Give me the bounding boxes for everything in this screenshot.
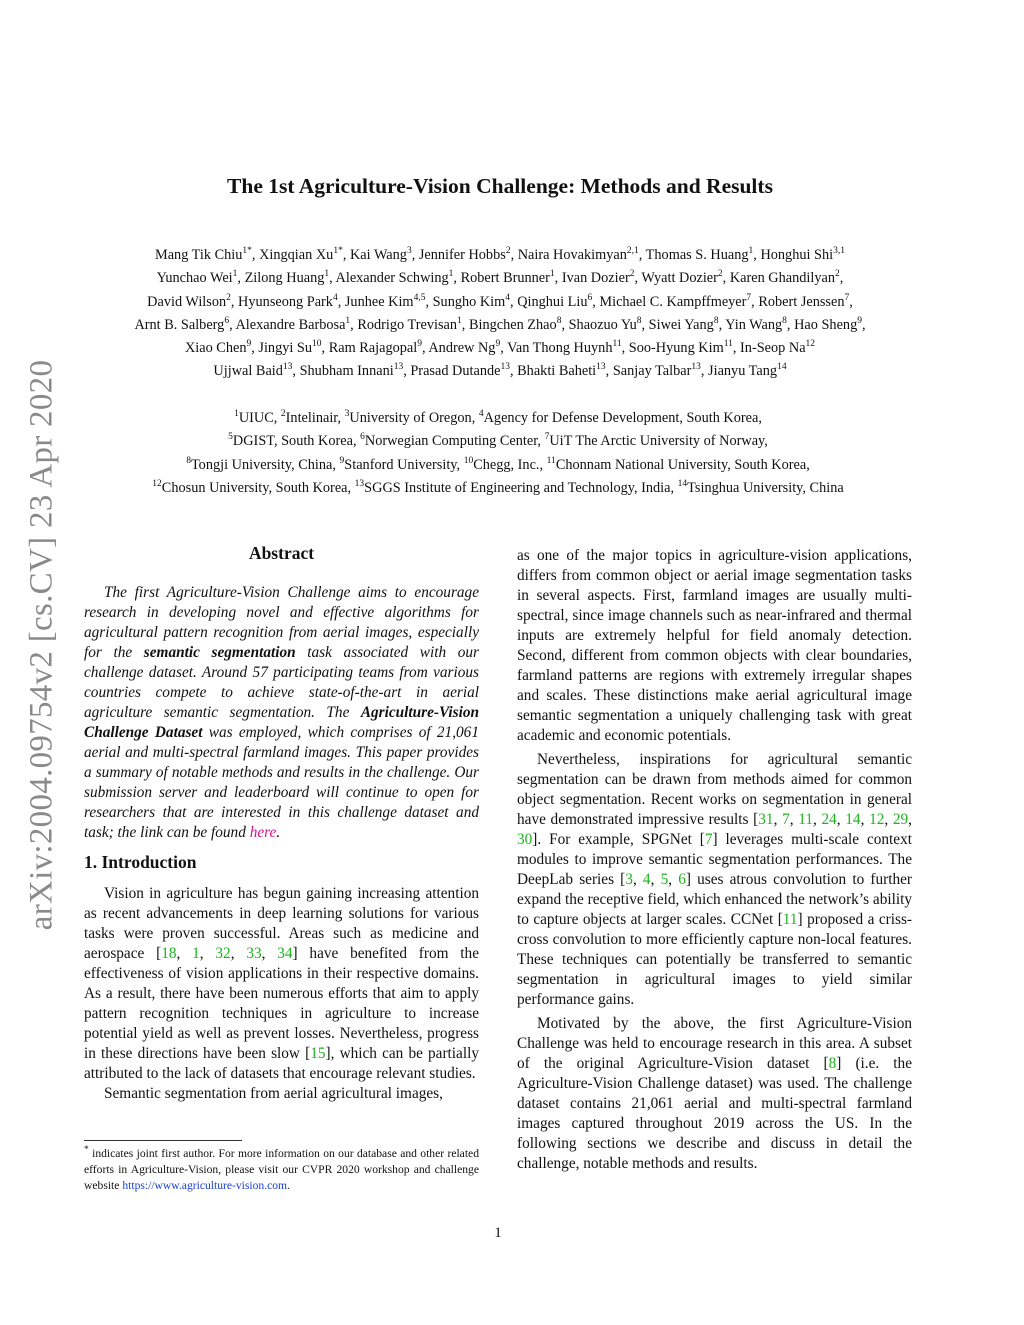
author-name: In-Seop Na: [740, 340, 806, 357]
author-name: Jianyu Tang: [708, 363, 778, 380]
affiliation-name: Norwegian Computing Center: [364, 433, 538, 450]
citation-link[interactable]: 7: [704, 831, 713, 848]
author-name: Andrew Ng: [428, 340, 496, 357]
author-name: Yunchao Wei: [156, 270, 233, 287]
author: [258, 340, 321, 356]
author: [794, 317, 862, 333]
citation-link[interactable]: 7: [782, 811, 790, 828]
author-affiliation-mark: 10: [312, 339, 322, 350]
author-affiliation-mark: 7: [844, 292, 850, 303]
author-affiliation-mark: 1: [448, 269, 454, 280]
citation-link[interactable]: 30: [517, 831, 533, 848]
author-affiliation-mark: 13: [500, 362, 510, 373]
author-affiliation-mark: 3,1: [833, 246, 845, 256]
author-affiliation-mark: 11: [723, 339, 733, 350]
author-name: Thomas S. Huang: [645, 247, 749, 263]
footnote: * indicates joint first author. For more information on our database and other related efforts in Agriculture-Vision, please visit our CVPR 2020 workshop and challenge website https://www.agriculture-vision.com.: [84, 1140, 479, 1194]
author-line: Mang Tik Chiu$^{1*}$, Xingqian $Xu^{1*}$, Kai Wang$^3$, Jennifer Hobbs$^2$, Naira Hovakimyan$^{2,1}$, Thomas S. Huang$^1$, Honghui Shi$^{3,1}$: [155, 246, 845, 263]
author-name: Xingqian Xu: [259, 247, 334, 263]
affiliation-line: $^5$DGIST, South Korea, $^6$Norwegian Computing Center, $^7$UiT The Arctic University of Norway,: [228, 432, 768, 450]
affiliation-list: [0, 407, 996, 500]
author: [649, 317, 719, 333]
author: [147, 294, 231, 310]
author-affiliation-mark: 9: [246, 339, 252, 350]
author-affiliation-mark: 1: [324, 269, 330, 280]
author-name: Soo-Hyung Kim: [628, 340, 724, 357]
author-name: Yin Wang: [725, 316, 783, 333]
author-name: Xiao Chen: [184, 340, 247, 357]
author-name: Wyatt Dozier: [641, 270, 718, 287]
citation-link[interactable]: 24: [821, 811, 837, 828]
affiliation-name: UiT The Arctic University of Norway: [549, 433, 765, 450]
author-affiliation-mark: 4,5: [413, 292, 426, 303]
author-affiliation-mark: 1*: [242, 246, 252, 256]
affiliation-name: Chegg, Inc.: [473, 456, 540, 473]
author: [134, 317, 229, 333]
author: [336, 270, 454, 286]
author: [350, 247, 412, 263]
citation-link[interactable]: 18: [161, 945, 177, 962]
citation-link[interactable]: 32: [215, 945, 231, 962]
author-name: Van Thong Huynh: [507, 340, 613, 357]
introduction-heading: 1. Introduction: [84, 852, 197, 872]
bold-term: Agriculture-Vision Challenge Dataset: [84, 704, 479, 741]
affiliation-number: 9: [339, 455, 345, 466]
author: [740, 340, 815, 356]
affiliation-number: 12: [152, 478, 162, 489]
author-affiliation-mark: 6: [224, 315, 230, 326]
bold-term: semantic segmentation: [143, 644, 296, 661]
author: [213, 363, 292, 379]
author-name: Zilong Huang: [244, 270, 325, 287]
author: [185, 340, 251, 356]
author-name: Karen Ghandilyan: [729, 270, 836, 287]
author-affiliation-mark: 14: [777, 362, 787, 373]
author: [245, 270, 330, 286]
author: [599, 294, 751, 310]
author-name: Robert Jenssen: [758, 293, 845, 310]
author-affiliation-mark: 4: [332, 292, 338, 303]
author-affiliation-mark: 2: [835, 269, 840, 280]
abstract-heading: Abstract: [248, 543, 315, 563]
citation-link[interactable]: 8: [828, 1055, 837, 1072]
affiliation-name: Intelinair: [285, 410, 338, 426]
affiliation-line: $^1$UIUC, $^2$Intelinair, $^3$University of Oregon, $^4$Agency for Defense Development, South Korea,: [234, 409, 762, 426]
author-name: Robert Brunner: [460, 270, 550, 287]
author-name: Sungho Kim: [432, 293, 506, 310]
author-name: Kai Wang: [349, 247, 407, 263]
author-affiliation-mark: 1: [457, 315, 462, 326]
author-affiliation-mark: 4: [505, 292, 511, 303]
author-affiliation-mark: 2,1: [626, 246, 639, 256]
author-name: Jingyi Su: [258, 340, 313, 357]
author: [235, 317, 350, 333]
author: [259, 247, 343, 263]
author-affiliation-mark: 3: [406, 246, 412, 256]
citation-link[interactable]: 5: [660, 871, 669, 888]
author-affiliation-mark: 1: [748, 246, 754, 256]
author: [155, 247, 252, 263]
citation-link[interactable]: 15: [310, 1045, 326, 1062]
author: [562, 270, 635, 286]
affiliation-number: 7: [544, 432, 550, 443]
citation-link[interactable]: 34: [277, 945, 293, 962]
author: [157, 270, 238, 286]
author: [725, 317, 787, 333]
footnote-rule: [84, 1140, 242, 1141]
author-name: Sanjay Talbar: [612, 363, 692, 380]
author-line: Xiao Chen$^9$, Jingyi Su$^{10}$, Ram Rajagopal$^9$, Andrew Ng$^9$, Van Thong Huynh$^{11}$, Soo-Hyung Kim$^{11}$, In-Seop Na$^{12}$: [184, 339, 816, 357]
author: [461, 270, 555, 286]
affiliation-name: Chosun University, South Korea: [161, 479, 348, 496]
author-name: Qinghui Liu: [517, 293, 588, 310]
citation-link[interactable]: 14: [845, 811, 861, 828]
author-name: Ujjwal Baid: [213, 363, 283, 380]
paragraph: Vision in agriculture has begun gaining increasing attention as recent advancements in deep learning solutions for various tasks were proven successful. Areas such as medicine and aerospace [18, 1, 32, 33, 34] have benefited from the effectiveness of vision applications in their respective domains. As a result, there have been numerous efforts that aim to apply pattern recognition techniques in agriculture to increase potential yield as well as prevent losses. Nevertheless, progress in these directions have been slow [15], which can be partially attributed to the lack of datasets that encourage relevant studies.: [84, 885, 479, 1082]
author: [730, 270, 840, 286]
citation-link[interactable]: 3: [625, 871, 633, 888]
author-affiliation-mark: 1: [232, 269, 238, 280]
author: [329, 340, 422, 356]
paragraph: Motivated by the above, the first Agriculture-Vision Challenge was held to encourage research in this area. A subset of the original Agriculture-Vision dataset [8] (i.e. the Agriculture-Vision Challenge dataset) was used. The challenge dataset contains 21,061 aerial and multi-spectral farmland images captured throughout 2019 across the US. In the following sections we describe and discuss in detail the challenge, notable methods and results.: [517, 1015, 912, 1172]
affiliation-name: UIUC: [238, 410, 274, 426]
author: [428, 340, 500, 356]
author-list: [0, 244, 1000, 384]
affiliation-line: $^8$Tongji University, China, $^9$Stanford University, $^{10}$Chegg, Inc., $^{11}$Chonnam National University, South Korea,: [186, 455, 810, 473]
author-name: Shaozuo Yu: [568, 316, 637, 333]
author-name: Junhee Kim: [344, 293, 414, 310]
affiliation-name: Stanford University: [344, 456, 457, 473]
affiliation-name: University of Oregon: [349, 410, 472, 426]
citation-link[interactable]: 31: [758, 811, 774, 828]
arxiv-identifier: arXiv:2004.09754v2 [cs.CV] 23 Apr 2020: [23, 359, 60, 931]
citation-link[interactable]: 4: [642, 871, 651, 888]
paragraph: Semantic segmentation from aerial agricultural images,: [104, 1085, 443, 1102]
author-line: David Wilson$^2$, Hyunseong Park$^4$, Junhee Kim$^{4,5}$, Sungho Kim$^4$, Qinghui Liu$^6$, Michael C. Kampffmeyer$^7$, Robert Jenssen$^7$,: [147, 292, 853, 310]
author-affiliation-mark: 9: [417, 339, 422, 350]
author-name: Rodrigo Trevisan: [357, 316, 458, 333]
paper-title: The 1st Agriculture-Vision Challenge: Methods and Results: [227, 174, 773, 198]
author-affiliation-mark: 13: [691, 362, 701, 373]
here-link[interactable]: here: [249, 824, 277, 841]
author-affiliation-mark: 1: [549, 269, 555, 280]
author: [469, 317, 562, 333]
citation-link[interactable]: 12: [869, 811, 885, 828]
author-affiliation-mark: 2: [226, 292, 231, 303]
author: [629, 340, 733, 356]
affiliation-number: 14: [677, 478, 688, 489]
author-affiliation-mark: 6: [587, 292, 593, 303]
citation-link[interactable]: 33: [246, 945, 262, 962]
author-affiliation-mark: 2: [717, 269, 723, 280]
author-affiliation-mark: 12: [805, 339, 816, 350]
author: [345, 294, 426, 310]
affiliation-number: 13: [354, 478, 365, 489]
author-affiliation-mark: 13: [282, 362, 293, 373]
author: [613, 363, 701, 379]
author-name: Jennifer Hobbs: [418, 247, 506, 263]
author-line: Arnt B. Salberg$^6$, Alexandre Barbosa$^1$, Rodrigo Trevisan$^1$, Bingchen Zhao$^8$, Shaozuo Yu$^8$, Siwei Yang$^8$, Yin Wang$^8$, Hao Sheng$^9$,: [134, 315, 866, 333]
author: [758, 294, 849, 310]
affiliation-number: 2: [280, 409, 286, 419]
affiliation-number: 1: [234, 409, 239, 419]
page-number: 1: [494, 1225, 502, 1241]
author-name: Ram Rajagopal: [328, 340, 418, 357]
right-column: [517, 546, 912, 1174]
citation-link[interactable]: 11: [782, 911, 798, 928]
author-affiliation-mark: 13: [393, 362, 404, 373]
author-name: Mang Tik Chiu: [155, 247, 243, 263]
affiliation-number: 8: [186, 455, 191, 466]
author: [517, 363, 606, 379]
author: [410, 363, 510, 379]
author-affiliation-mark: 2: [629, 269, 635, 280]
author-name: Naira Hovakimyan: [517, 247, 627, 263]
author-name: Alexander Schwing: [335, 270, 449, 287]
affiliation-number: 10: [463, 455, 474, 466]
author: [507, 340, 622, 356]
affiliation-name: Tongji University, China: [190, 456, 333, 473]
author: [357, 317, 461, 333]
author-name: Bingchen Zhao: [468, 316, 557, 333]
author: [419, 247, 511, 263]
author-affiliation-mark: 9: [495, 339, 501, 350]
affiliation-name: Chonnam National University, South Korea: [555, 456, 807, 473]
author: [300, 363, 404, 379]
author-affiliation-mark: 7: [746, 292, 752, 303]
author-affiliation-mark: 11: [612, 339, 622, 350]
author-name: Bhakti Baheti: [517, 363, 597, 380]
author: [760, 247, 845, 263]
author-affiliation-mark: 9: [857, 315, 862, 326]
author-name: Alexandre Barbosa: [235, 316, 346, 333]
author-name: Shubham Innani: [299, 363, 394, 380]
affiliation-number: 4: [478, 409, 484, 419]
affiliation-number: 5: [228, 432, 233, 443]
affiliation-name: SGGS Institute of Engineering and Technology, India: [364, 479, 671, 496]
author-name: Hyunseong Park: [238, 293, 333, 310]
introduction-body: [84, 884, 479, 1104]
author-name: Honghui Shi: [760, 247, 834, 263]
abstract-text: The first Agriculture-Vision Challenge aims to encourage research in developing novel and effective algorithms for agricultural pattern recognition from aerial images, especially for the semantic segmentation task associated with our challenge dataset. Around 57 participating teams from various countries compete to achieve state-of-the-art in aerial agriculture semantic segmentation. The Agriculture-Vision Challenge Dataset was employed, which comprises of 21,061 aerial and multi-spectral farmland images. This paper provides a summary of notable methods and results in the challenge. Our submission server and leaderboard will continue to open for researchers that are interested in this challenge dataset and task; the link can be found here.: [84, 584, 479, 841]
website-link[interactable]: https://www.agriculture-vision.com: [122, 1179, 288, 1192]
author-affiliation-mark: 8: [782, 315, 787, 326]
author-affiliation-mark: 13: [596, 362, 606, 373]
affiliation-name: Agency for Defense Development, South Korea: [483, 410, 759, 426]
citation-link[interactable]: 6: [678, 871, 686, 888]
author-name: Prasad Dutande: [410, 363, 501, 380]
author: [569, 317, 642, 333]
author-affiliation-mark: 8: [556, 315, 562, 326]
author-name: Arnt B. Salberg: [134, 316, 225, 333]
left-column: [84, 543, 479, 1104]
affiliation-number: 6: [360, 432, 365, 443]
author-name: Siwei Yang: [648, 316, 714, 333]
author: [517, 294, 592, 310]
author-line: Ujjwal Baid$^{13}$, Shubham Innani$^{13}$, Prasad Dutande$^{13}$, Bhakti Baheti$^{13}$, Sanjay Talbar$^{13}$, Jianyu Tang$^{14}$: [213, 362, 787, 380]
affiliation-number: 11: [546, 455, 556, 466]
author-name: Hao Sheng: [794, 316, 858, 333]
author-affiliation-mark: 8: [713, 315, 719, 326]
author-line: Yunchao Wei$^1$, Zilong Huang$^1$, Alexander Schwing$^1$, Robert Brunner$^1$, Ivan Dozier$^2$, Wyatt Dozier$^2$, Karen Ghandilyan$^2$,: [156, 269, 844, 287]
author-name: David Wilson: [147, 293, 227, 310]
affiliation-line: $^{12}$Chosun University, South Korea, $^{13}$SGGS Institute of Engineering and Technology, India, $^{14}$Tsinghua University, China: [152, 478, 844, 496]
paragraph: Nevertheless, inspirations for agricultural semantic segmentation can be drawn from methods aimed for common object segmentation. Recent works on segmentation in general have demonstrated impressive results [31, 7, 11, 24, 14, 12, 29, 30]. For example, SPGNet [7] leverages multi-scale context modules to improve semantic segmentation performances. The DeepLab series [3, 4, 5, 6] uses atrous convolution to further expand the receptive field, which enhanced the network’s ability to capture objects at larger scales. CCNet [11] proposed a criss-cross convolution to more efficiently capture non-local features. These techniques can potentially be transferred to semantic segmentation in agricultural images to yield similar performance gains.: [517, 751, 913, 1008]
affiliation-name: Tsinghua University, China: [687, 479, 844, 496]
author-name: Ivan Dozier: [561, 270, 630, 287]
affiliation-name: DGIST, South Korea: [232, 433, 353, 450]
author-affiliation-mark: 8: [636, 315, 642, 326]
author-name: Michael C. Kampffmeyer: [599, 293, 747, 310]
author: [646, 247, 754, 263]
citation-link[interactable]: 1: [192, 945, 200, 962]
author: [238, 294, 338, 310]
author: [433, 294, 510, 310]
paragraph: as one of the major topics in agriculture-vision applications, differs from common object or aerial image segmentation tasks in several aspects. First, farmland images are usually multi-spectral, since image channels such as near-infrared and thermal inputs are extremely helpful for field anomaly detection. Second, different from common objects with clear boundaries, farmland patterns are regions with extremely irregular shapes and scales. These distinctions make aerial agricultural image semantic segmentation a uniquely challenging task with great academic and economic potentials.: [517, 547, 912, 744]
author: [518, 247, 639, 263]
author-affiliation-mark: 2: [505, 246, 511, 256]
author: [708, 363, 787, 379]
citation-link[interactable]: 29: [892, 811, 909, 828]
citation-link[interactable]: 11: [798, 811, 813, 828]
author: [641, 270, 722, 286]
affiliation-number: 3: [344, 409, 350, 419]
author-affiliation-mark: 1: [345, 315, 351, 326]
author-affiliation-mark: 1*: [333, 246, 343, 256]
